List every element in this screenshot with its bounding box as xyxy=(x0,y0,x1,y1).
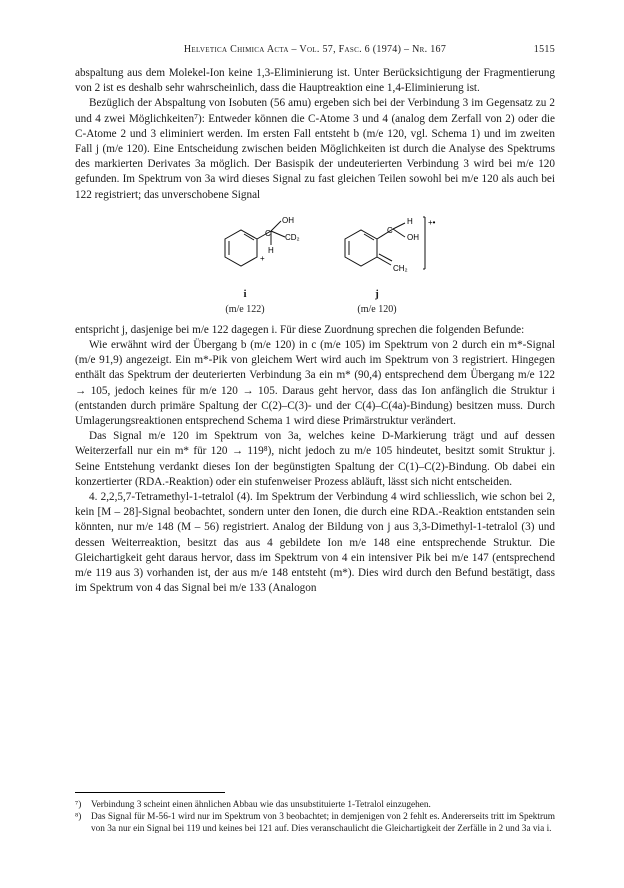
footnote-rule xyxy=(75,792,225,793)
i-carbon: C xyxy=(265,228,271,238)
structure-j-mass: (m/e 120) xyxy=(357,304,397,316)
structure-diagram xyxy=(75,209,555,319)
structure-j-label: j xyxy=(375,287,379,300)
paragraph-5: Das Signal m/e 120 im Spektrum von 3a, welches keine D-Markierung trägt und auf dessen Weiterzerfall nur ein m* für 120 → 119⁸), nicht jedoch zu m/e 105 hindeutet, besitzt somit Struktur j. Seine Entstehung verdankt dieses Ion der begünstigten Spaltung der C(1)–C(2)-Bindung. Ob dabei ein konzertierter (RDA.-Reaktion) oder ein stufenweiser Prozess abläuft, lässt sich nicht entscheiden. xyxy=(75,430,555,488)
i-oh: OH xyxy=(282,215,294,225)
j-carbon: C xyxy=(387,225,393,235)
structure-i xyxy=(225,221,285,266)
j-ch2: CH₂ xyxy=(393,263,408,273)
structure-i-label: i xyxy=(243,287,247,300)
structure-i-mass: (m/e 122) xyxy=(225,304,265,316)
structure-j-caption xyxy=(347,287,407,317)
paragraph-6: 4. 2,2,5,7-Tetramethyl-1-tetralol (4). Im Spektrum der Verbindung 4 wird schliesslich, wie schon bei 2, kein [M – 28]-Signal beobachtet, sondern unter den Ionen, die durch eine RDA.-Reaktion entstanden sein könnten, nur m/e 148 (M – 56) registriert. Analog der Bildung von j aus 3,3-Dimethyl-1-tetralol (3) und dessen Weiterreaktion, besitzt das aus 4 gebildete Ion m/e 148 eine entsprechende Struktur. Die Gleichartigkeit geht daraus hervor, dass im Spektrum von 4 ein intensiver Pik bei m/e 147 (entsprechend m/e 119 aus 3) vorhanden ist, der aus m/e 148 entsteht (m*). Dies wird durch den Befund bestätigt, dass im Spektrum von 4 das Signal bei m/e 133 (Analogon xyxy=(75,491,555,595)
footnote-8 xyxy=(75,811,555,835)
structure-j xyxy=(345,217,425,269)
structure-figure xyxy=(75,209,555,319)
footnote-7-mark: ⁷) xyxy=(75,800,82,810)
j-oh: OH xyxy=(407,232,419,242)
article-body xyxy=(75,66,555,596)
page-number: 1515 xyxy=(533,44,555,55)
footnote-8-text: Das Signal für M-56-1 wird nur im Spektrum von 3 beobachtet; in demjenigen von 2 fehlt es. Andererseits tritt im Spektrum von 3a nur ein Signal bei 119 und keines bei 121 auf. Dies veranschaulicht die Gleichartigkeit der Zerfälle in 2 und 3a via i. xyxy=(91,812,555,834)
paragraph-4: Wie erwähnt wird der Übergang b (m/e 120) in c (m/e 105) im Spektrum von 2 durch ein m*-Signal (m/e 91,9) angezeigt. Ein m*-Pik von gleichem Wert wird auch im Spektrum von 3 registriert. Hingegen enthält das Spektrum der deuterierten Verbindung 3a ein m* (90,4) entsprechend dem Übergang m/e 122 → 105, jedoch keines für m/e 120 → 105. Daraus geht hervor, dass das Ion anfänglich die Struktur i (entstanden durch primäre Spaltung der C(2)–C(3)- und der C(4)–C(4a)-Bindung) besitzen muss. Durch Umlagerungsreaktionen entsprechend Schema 1 wird diese Primärstruktur verändert. xyxy=(75,339,555,428)
paragraph-2: Bezüglich der Abspaltung von Isobuten (56 amu) ergeben sich bei der Verbindung 3 im Gegensatz zu 2 und 4 zwei Möglichkeiten⁷): Entweder können die C-Atome 3 und 4 (analog dem Zerfall von 2) oder die C-Atome 2 und 3 eliminiert werden. Im ersten Fall entsteht b (m/e 120, vgl. Schema 1) und im zweiten Fall j (m/e 120). Eine Entscheidung zwischen beiden Möglichkeiten ist durch die Analyse des Spektrums des markierten Derivates 3a möglich. Der Basispik der undeuterierten Verbindung 3 wird bei m/e 120 gefunden. Im Spektrum von 3a wird dieses Signal zu fast gleichen Teilen sowohl bei m/e 120 als auch bei 122 registriert; das unverschobene Signal xyxy=(75,97,555,201)
paragraph-3: entspricht j, dasjenige bei m/e 122 dagegen i. Für diese Zuordnung sprechen die folgenden Befunde: xyxy=(75,323,525,336)
paragraph-1: abspaltung aus dem Molekel-Ion keine 1,3-Eliminierung ist. Unter Berücksichtigung der Fragmentierung von 2 ist es deshalb sehr wahrscheinlich, dass die Hauptreaktion eine 1,4-Eliminierung ist. xyxy=(75,67,555,95)
footnotes xyxy=(75,792,555,835)
footnote-8-mark: ⁸) xyxy=(75,812,82,822)
j-charge: +• xyxy=(428,217,436,227)
i-charge: + xyxy=(260,253,265,263)
i-hydrogen: H xyxy=(268,245,274,255)
running-header xyxy=(75,44,555,58)
structure-i-caption xyxy=(215,287,275,317)
footnote-7 xyxy=(75,799,555,811)
i-cd2: CD₂ xyxy=(285,232,300,242)
journal-title: Helvetica Chimica Acta – Vol. 57, Fasc. 6 (1974) – Nr. 167 xyxy=(183,44,447,55)
footnote-7-text: Verbindung 3 scheint einen ähnlichen Abbau wie das unsubstituierte 1-Tetralol einzugehen. xyxy=(91,800,431,810)
j-hydrogen: H xyxy=(407,216,413,226)
